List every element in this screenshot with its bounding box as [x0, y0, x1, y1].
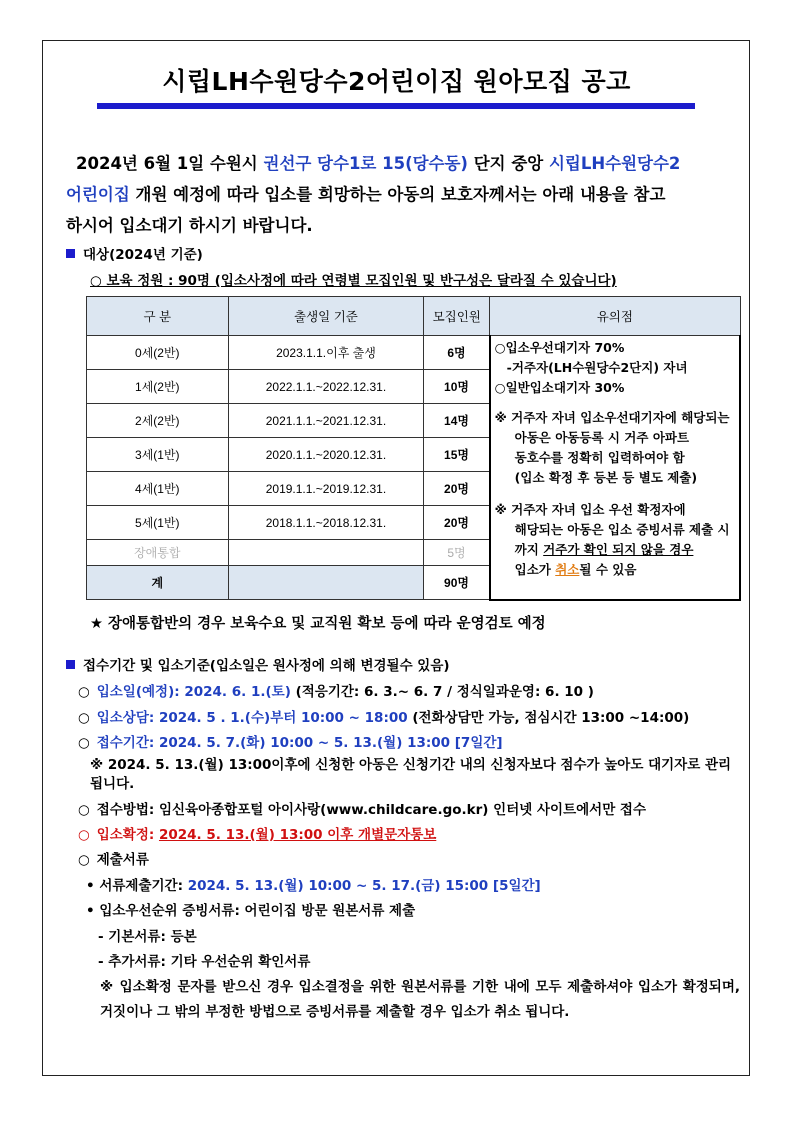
count-cell: 10명: [424, 370, 490, 404]
docs-priority-text: 입소우선순위 증빙서류: 어린이집 방문 원본서류 제출: [99, 903, 416, 919]
docs-note: ※ 입소확정 문자를 받으신 경우 입소결정을 위한 원본서류를 기한 내에 모두 제출하셔야 입소가 확정되며, 거짓이나 그 밖의 부정한 방법으로 증빙서류를 제출할 경우 입소가 취소 됩니다.: [100, 979, 740, 1020]
intro-text: 단지 중앙: [467, 154, 549, 173]
consult-detail: (전화상담만 가능, 점심시간 13:00 ~14:00): [407, 710, 690, 726]
birth-cell: 2022.1.1.~2022.12.31.: [228, 370, 424, 404]
total-empty: [228, 566, 424, 600]
method-text: 접수방법: 임신육아종합포털 아이사랑(www.childcare.go.kr) 인터넷 사이트에서만 접수: [96, 802, 647, 818]
count-cell: 15명: [424, 438, 490, 472]
period-line: [78, 731, 503, 751]
note-fragment: 될 수 있음: [579, 562, 637, 577]
note-line: -거주자(LH수원당수2단지) 자녀: [506, 360, 688, 375]
notes-cell: [490, 336, 740, 600]
birth-cell: 2023.1.1.이후 출생: [228, 336, 424, 370]
confirm-date: 2024. 5. 13.(월) 13:00 이후 개별문자통보: [158, 827, 437, 843]
consult-line: [78, 706, 689, 726]
class-cell: 1세(2반): [87, 370, 229, 404]
note-cancel-word: 취소: [555, 562, 580, 577]
count-cell: 5명: [424, 540, 490, 566]
confirm-line: [78, 823, 436, 843]
docs-period-date: 2024. 5. 13.(월) 10:00 ~ 5. 17.(금) 15:00 [5일간]: [187, 878, 541, 894]
method-line: [78, 798, 646, 818]
birth-cell: 2020.1.1.~2020.12.31.: [228, 438, 424, 472]
page-title: 시립LH수원당수2어린이집 원아모집 공고: [162, 67, 631, 96]
class-cell: 2세(2반): [87, 404, 229, 438]
intro-text: 2024년 6월 1일 수원시: [76, 154, 264, 173]
total-label: 계: [87, 566, 229, 600]
intro-center-name: 시립LH수원당수2: [548, 154, 681, 173]
admission-detail: (적응기간: 6. 3.~ 6. 7 / 정식일과운영: 6. 10 ): [290, 684, 594, 700]
docs-heading: 제출서류: [96, 852, 149, 868]
reception-heading: [66, 654, 450, 674]
period-note: ※ 2024. 5. 13.(월) 13:00이후에 신청한 아동은 신청기간 내의 신청자보다 점수가 높아도 대기자로 관리됩니다.: [90, 757, 732, 792]
table-header-row: [87, 297, 741, 336]
docs-period-label: 서류제출기간:: [99, 878, 188, 894]
admission-date: 입소일(예정): 2024. 6. 1.(토): [96, 684, 291, 700]
dot-bullet-icon: •: [86, 903, 95, 919]
confirm-label: 입소확정:: [96, 827, 159, 843]
circle-bullet-icon: ○: [78, 735, 90, 751]
square-bullet-icon: [66, 249, 75, 258]
count-cell: 20명: [424, 506, 490, 540]
class-cell: 4세(1반): [87, 472, 229, 506]
table-row: [87, 336, 741, 370]
birth-cell: 2018.1.1.~2018.12.31.: [228, 506, 424, 540]
note-fragment: 까지: [514, 542, 544, 557]
note-line: 아동은 아동등록 시 거주 아파트: [514, 430, 690, 445]
note-line: ※ 거주자 자녀 입소 우선 확정자에: [494, 502, 686, 517]
table-header: 유의점: [490, 297, 740, 336]
total-count: 90명: [424, 566, 490, 600]
intro-paragraph: [66, 148, 746, 241]
docs-priority-line: [86, 899, 415, 919]
note-line: ○입소우선대기자 70%: [494, 340, 625, 355]
count-cell: 14명: [424, 404, 490, 438]
note-line: [495, 560, 737, 580]
circle-bullet-icon: ○: [78, 827, 90, 843]
count-cell: 20명: [424, 472, 490, 506]
docs-extra: - 추가서류: 기타 우선순위 확인서류: [98, 954, 311, 970]
class-cell: 5세(1반): [87, 506, 229, 540]
circle-bullet-icon: ○: [78, 802, 90, 818]
table-header: 모집인원: [424, 297, 490, 336]
birth-cell: 2021.1.1.~2021.12.31.: [228, 404, 424, 438]
class-cell: 3세(1반): [87, 438, 229, 472]
intro-center-name: 어린이집: [66, 185, 130, 204]
count-cell: 6명: [424, 336, 490, 370]
birth-cell: [228, 540, 424, 566]
docs-period-line: [86, 874, 541, 894]
circle-bullet-icon: ○: [78, 852, 90, 868]
note-line: ※ 거주자 자녀 입소우선대기자에 해당되는: [494, 410, 730, 425]
table-header: 구 분: [87, 297, 229, 336]
note-line: (입소 확정 후 등본 등 별도 제출): [514, 470, 698, 485]
star-note: ★ 장애통합반의 경우 보육수요 및 교직원 확보 등에 따라 운영검토 예정: [90, 616, 546, 632]
capacity-line: ○ 보육 정원 : 90명 (입소사정에 따라 연령별 모집인원 및 반구성은 달라질 수 있습니다): [90, 273, 617, 289]
dot-bullet-icon: •: [86, 878, 95, 894]
circle-bullet-icon: ○: [78, 684, 90, 700]
target-heading: [66, 243, 203, 263]
reception-heading-text: 접수기간 및 입소기준(입소일은 원사정에 의해 변경될수 있음): [83, 658, 450, 674]
consult-time: 입소상담: 2024. 5 . 1.(수)부터 10:00 ~ 18:00: [96, 710, 408, 726]
docs-basic: - 기본서류: 등본: [98, 929, 197, 945]
title-underline: [97, 103, 695, 109]
note-line: 해당되는 아동은 입소 증빙서류 제출 시: [514, 522, 730, 537]
period-text: 접수기간: 2024. 5. 7.(화) 10:00 ~ 5. 13.(월) 13:00 [7일간]: [96, 735, 503, 751]
docs-heading-line: [78, 848, 149, 868]
square-bullet-icon: [66, 660, 75, 669]
intro-text: 개원 예정에 따라 입소를 희망하는 아동의 보호자께서는 아래 내용을 참고: [129, 185, 666, 204]
note-line: 동호수를 정확히 입력하여야 함: [514, 450, 685, 465]
note-underlined: 거주가 확인 되지 않을 경우: [543, 542, 694, 557]
target-heading-text: 대상(2024년 기준): [83, 247, 203, 263]
birth-cell: 2019.1.1.~2019.12.31.: [228, 472, 424, 506]
class-cell: 0세(2반): [87, 336, 229, 370]
recruitment-table: [86, 296, 741, 601]
admission-line: [78, 680, 594, 700]
table-header: 출생일 기준: [228, 297, 424, 336]
circle-bullet-icon: ○: [78, 710, 90, 726]
intro-text: 하시어 입소대기 하시기 바랍니다.: [66, 216, 313, 235]
note-line: ○일반입소대기자 30%: [494, 380, 625, 395]
note-line: [495, 540, 737, 560]
class-cell: 장애통합: [87, 540, 229, 566]
note-fragment: 입소가: [514, 562, 556, 577]
intro-address: 권선구 당수1로 15(당수동): [263, 154, 468, 173]
